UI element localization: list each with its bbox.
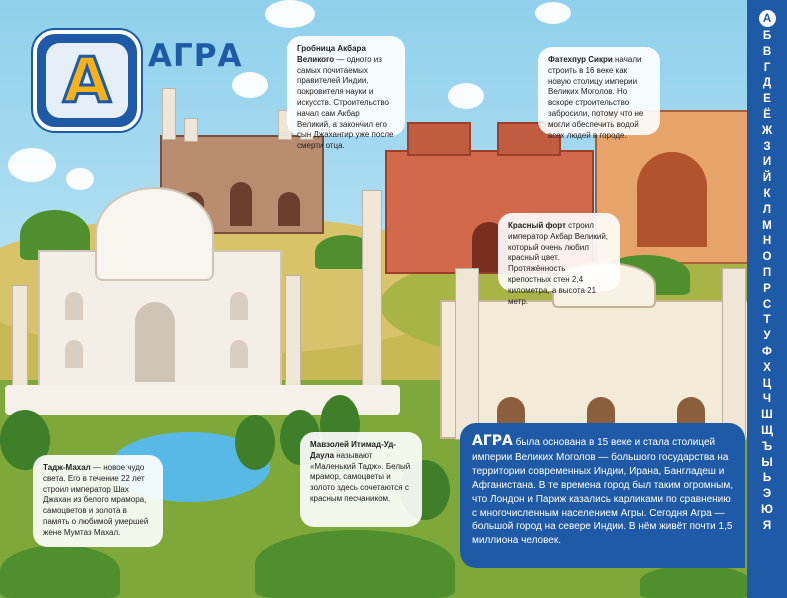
bush bbox=[640, 565, 750, 598]
taj-window bbox=[230, 292, 248, 320]
taj-window bbox=[230, 340, 248, 368]
alphabet-letter[interactable]: Х bbox=[763, 360, 771, 374]
alphabet-letter[interactable]: С bbox=[762, 297, 772, 311]
taj-mahal-illustration bbox=[38, 250, 282, 394]
alphabet-letter[interactable]: З bbox=[763, 139, 771, 153]
info-box-red-fort bbox=[498, 213, 620, 306]
alphabet-letter[interactable]: Г bbox=[763, 60, 771, 74]
alphabet-letter[interactable]: Ш bbox=[761, 408, 773, 422]
alphabet-letter[interactable]: Ё bbox=[763, 107, 771, 121]
alphabet-letter[interactable]: Ц bbox=[762, 376, 772, 390]
tree bbox=[235, 415, 275, 470]
alphabet-letter[interactable]: Ю bbox=[761, 502, 773, 516]
alphabet-letter[interactable]: Е bbox=[763, 92, 771, 106]
info-box-taj-mahal bbox=[33, 455, 163, 547]
cloud bbox=[8, 148, 56, 182]
minaret bbox=[12, 285, 28, 392]
fatehpur-arch bbox=[637, 152, 707, 247]
info-box-fatehpur-sikri bbox=[538, 47, 660, 140]
taj-window bbox=[65, 292, 83, 320]
taj-window bbox=[65, 340, 83, 368]
alphabet-letter[interactable]: П bbox=[762, 265, 772, 279]
info-box-heading: Фатехпур Сикри bbox=[548, 55, 613, 64]
alphabet-letter[interactable]: Щ bbox=[761, 423, 773, 437]
alphabet-letter[interactable]: М bbox=[762, 218, 772, 232]
main-description-box bbox=[460, 423, 745, 568]
info-box-heading: Тадж-Махал bbox=[43, 463, 91, 472]
alphabet-letter[interactable]: И bbox=[762, 155, 772, 169]
info-box-text: называют «Маленький Тадж». Белый мрамор, самоцветы и золото здесь сочетаются с красным песчаником. bbox=[310, 450, 411, 503]
minaret bbox=[362, 190, 382, 392]
big-letter: А bbox=[63, 43, 111, 117]
alphabet-letter-active[interactable]: А bbox=[759, 10, 776, 27]
cloud bbox=[66, 168, 94, 190]
alphabet-letter[interactable]: Э bbox=[762, 487, 772, 501]
alphabet-letter[interactable]: О bbox=[762, 250, 772, 264]
cloud bbox=[535, 2, 571, 24]
alphabet-letter[interactable]: Т bbox=[763, 313, 771, 327]
info-box-text: — новое чудо света. Его в течение 22 лет строил император Шах Джахан из белого мрамора, самоцветов и золота в память о любимой умершей жене Мумтаз Махал. bbox=[43, 463, 149, 537]
arch bbox=[230, 182, 252, 226]
itimad-ud-daulah-illustration bbox=[440, 300, 749, 439]
alphabet-letter[interactable]: Ф bbox=[762, 344, 772, 358]
info-box-akbar-tomb bbox=[287, 36, 405, 151]
main-description-text: была основана в 15 веке и стала столицей империи Великих Моголов — большого государства на территории современных Индии, Ирана, Бангладеш и Афганистана. В те времена город был таким огромным, что Лондон и Париж казались карликами по сравнению с многочисленным населением Агры. Сегодня Агра — большой город на севере Индии. В нём живёт почти 1,5 миллиона человек. bbox=[472, 437, 734, 547]
alphabet-letter[interactable]: Н bbox=[762, 234, 772, 248]
bush bbox=[255, 530, 455, 598]
letter-badge bbox=[33, 30, 141, 131]
cloud bbox=[232, 72, 268, 98]
taj-portal bbox=[135, 302, 175, 382]
info-box-text: строил император Акбар Великий, который очень любил красный цвет. Протяжённость крепостных стен 2,4 километра, а высота 21 метр. bbox=[508, 221, 609, 306]
fort-tower bbox=[407, 122, 471, 156]
bush bbox=[0, 545, 120, 598]
info-box-heading: Красный форт bbox=[508, 221, 566, 230]
minaret bbox=[722, 268, 746, 440]
info-box-heading: Гробница Акбара Великого bbox=[297, 44, 366, 64]
alphabet-letter[interactable]: Ь bbox=[762, 471, 772, 485]
alphabet-letter[interactable]: Ч bbox=[762, 392, 772, 406]
page-title: АГРА bbox=[148, 38, 243, 74]
alphabet-letter[interactable]: Й bbox=[762, 171, 772, 185]
alphabet-letter[interactable]: Л bbox=[762, 202, 772, 216]
alphabet-letter[interactable]: К bbox=[763, 186, 771, 200]
alphabet-letter[interactable]: Р bbox=[763, 281, 771, 295]
alphabet-letter[interactable]: Ъ bbox=[761, 439, 773, 453]
alphabet-letter-list bbox=[747, 10, 787, 534]
minaret bbox=[455, 268, 479, 440]
alphabet-letter[interactable]: Ж bbox=[761, 123, 773, 137]
info-box-text: — одного из самых почитаемых правителей Индии, покровителя науки и искусств. Строительство начал сам Акбар Великий, а закончил его сын Джахангир уже после смерти отца. bbox=[297, 54, 394, 151]
minaret bbox=[285, 275, 301, 392]
info-box-text: начали строить в 16 веке как новую столицу империи Великих Моголов. Но вскоре строительство забросили, потому что не могли обеспечить водой всех людей в городе. bbox=[548, 55, 644, 140]
alphabet-letter[interactable]: В bbox=[762, 44, 772, 58]
alphabet-letter[interactable]: У bbox=[763, 329, 771, 343]
arch bbox=[278, 192, 300, 226]
alphabet-letter[interactable]: Д bbox=[762, 76, 772, 90]
info-box-itimad-ud-daulah bbox=[300, 432, 422, 527]
alphabet-letter[interactable]: Я bbox=[762, 518, 772, 532]
alphabet-letter[interactable]: Б bbox=[762, 29, 772, 42]
main-lead-word: АГРА bbox=[472, 433, 513, 449]
info-box-heading: Мавзолей Итимад-Уд-Даула bbox=[310, 440, 396, 460]
minaret bbox=[184, 118, 198, 142]
alphabet-letter[interactable]: Ы bbox=[761, 455, 773, 469]
cloud bbox=[265, 0, 315, 28]
alphabet-sidebar bbox=[747, 0, 787, 598]
minaret bbox=[162, 88, 176, 140]
taj-dome bbox=[95, 187, 214, 281]
cloud bbox=[448, 83, 484, 109]
